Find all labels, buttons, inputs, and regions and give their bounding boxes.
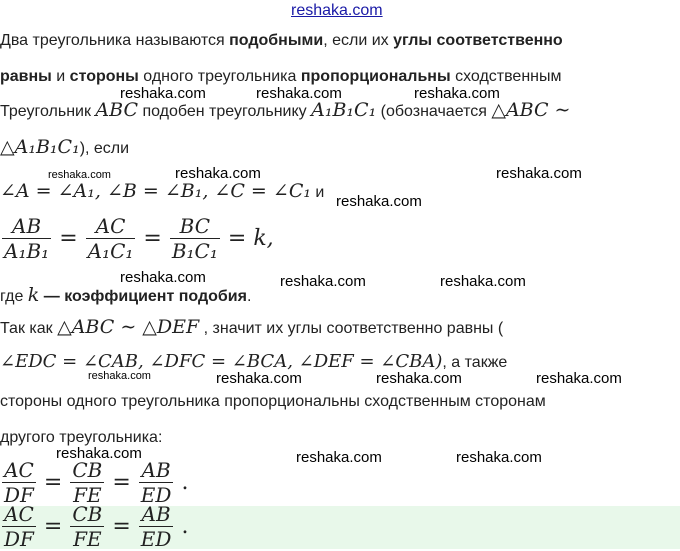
solution-line-4: другого треугольника: xyxy=(0,429,163,446)
watermark: reshaka.com xyxy=(456,449,542,466)
fraction: $\frac{AB}{ED}$ xyxy=(140,502,172,551)
coefficient-line: где k — коэффициент подобия. xyxy=(0,284,252,306)
watermark: reshaka.com xyxy=(280,273,366,290)
watermark: reshaka.com xyxy=(120,269,206,286)
solution-line-2: ∠EDC = ∠CAB, ∠DFC = ∠BCA, ∠DEF = ∠CBA), а также xyxy=(0,351,508,372)
watermark: reshaka.com xyxy=(414,85,500,102)
fraction: $\frac{BC}{\text{B₁C₁}}$ xyxy=(171,214,218,263)
triangle-line: Треугольник ABC подобен треугольнику A₁B₁C₁ (обозначается △ABC ∼ xyxy=(0,99,571,121)
watermark: reshaka.com xyxy=(216,370,302,387)
watermark: reshaka.com xyxy=(536,370,622,387)
triangle-line-2: △A₁B₁C₁), если xyxy=(0,136,130,158)
fraction: $\frac{AC}{DF}$ xyxy=(4,458,34,507)
fraction: $\frac{AB}{\text{A₁B₁}}$ xyxy=(4,214,50,263)
watermark: reshaka.com xyxy=(496,165,582,182)
fraction: $\frac{AC}{\text{A₁C₁}}$ xyxy=(87,214,134,263)
watermark: reshaka.com xyxy=(175,165,261,182)
ratio-formula-1: $\frac{AB}{\text{A₁B₁}}$ = $\frac{AC}{\text{A₁C₁}}$ = $\frac{BC}{\text{B₁C₁}}$ = k, xyxy=(4,214,274,263)
watermark: reshaka.com xyxy=(120,85,206,102)
watermark-link[interactable]: reshaka.com xyxy=(291,2,383,19)
watermark: reshaka.com xyxy=(56,445,142,462)
fraction: $\frac{AC}{DF}$ xyxy=(4,502,34,551)
watermark: reshaka.com xyxy=(256,85,342,102)
definition-line-1: Два треугольника называются подобными, если их углы соответственно xyxy=(0,32,563,49)
fraction: $\frac{CB}{FE}$ xyxy=(72,458,103,507)
watermark: reshaka.com xyxy=(296,449,382,466)
watermark: reshaka.com xyxy=(376,370,462,387)
fraction: $\frac{CB}{FE}$ xyxy=(72,502,103,551)
angles-line: ∠A = ∠A₁, ∠B = ∠B₁, ∠C = ∠C₁ и xyxy=(0,180,325,202)
ratio-formula-2-highlighted: $\frac{AC}{DF}$ = $\frac{CB}{FE}$ = $\frac{AB}{ED}$ . xyxy=(4,502,189,551)
watermark: reshaka.com xyxy=(440,273,526,290)
definition-line-2: равны и стороны одного треугольника пропорциональны сходственным xyxy=(0,68,562,85)
watermark: reshaka.com xyxy=(88,370,151,382)
watermark: reshaka.com xyxy=(336,193,422,210)
ratio-formula-2: $\frac{AC}{DF}$ = $\frac{CB}{FE}$ = $\frac{AB}{ED}$ . xyxy=(4,458,189,507)
fraction: $\frac{AB}{ED}$ xyxy=(140,458,172,507)
watermark: reshaka.com xyxy=(48,169,111,181)
solution-line-3: стороны одного треугольника пропорциональны сходственным сторонам xyxy=(0,393,546,410)
solution-line-1: Так как △ABC ∼ △DEF , значит их углы соответственно равны ( xyxy=(0,316,504,338)
